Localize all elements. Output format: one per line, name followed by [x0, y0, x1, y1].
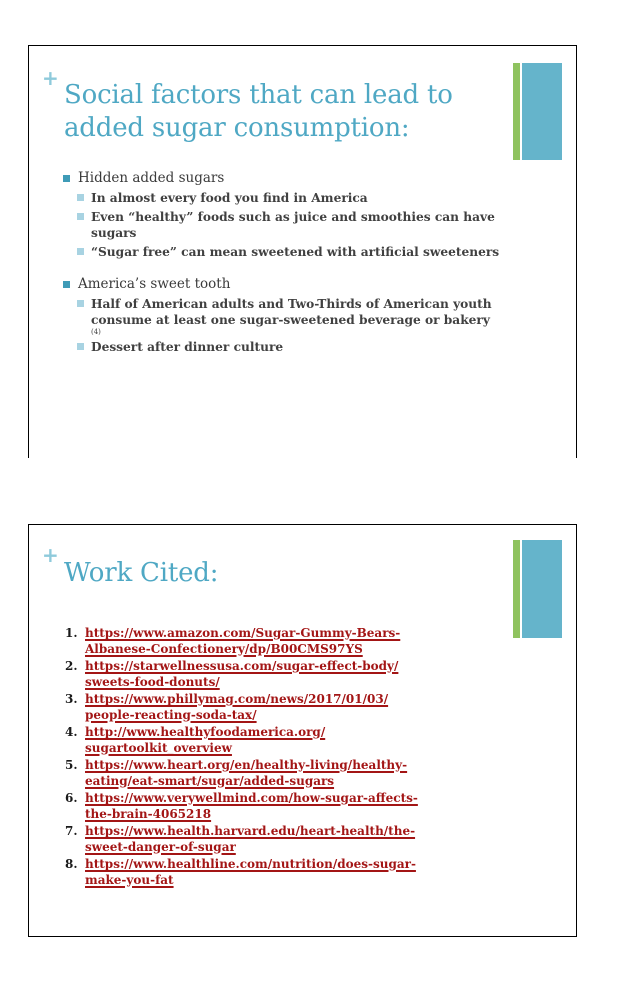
- bullet-group-hidden-sugars: [63, 170, 516, 260]
- sub-bullet: In almost every food you find in America: [63, 190, 516, 206]
- accent-bar-blue: [522, 540, 562, 638]
- title-line-1: Social factors that can lead to: [64, 80, 453, 110]
- accent-bar-green: [513, 63, 520, 160]
- reference-item: 5. https://www.heart.org/en/healthy-living/healthy- eating/eat-smart/sugar/added-sugars: [65, 758, 418, 789]
- reference-link[interactable]: https://www.healthline.com/nutrition/does-sugar- make-you-fat: [85, 857, 416, 887]
- plus-icon: +: [42, 66, 59, 90]
- reference-link[interactable]: https://www.verywellmind.com/how-sugar-affects- the-brain-4065218: [85, 791, 418, 821]
- square-bullet-icon: [77, 213, 84, 220]
- bullet-heading: Hidden added sugars: [63, 170, 516, 187]
- square-bullet-icon: [77, 300, 84, 307]
- slide-work-cited: [28, 524, 577, 937]
- title-line-2: added sugar consumption:: [64, 113, 410, 143]
- accent-bar-blue: [522, 63, 562, 160]
- square-bullet-icon: [77, 194, 84, 201]
- citation-marker: (4): [91, 328, 101, 336]
- reference-item: 2. https://starwellnessusa.com/sugar-effect-body/ sweets-food-donuts/: [65, 659, 418, 690]
- reference-item: 3. https://www.phillymag.com/news/2017/01/03/ people-reacting-soda-tax/: [65, 692, 418, 723]
- square-bullet-icon: [77, 343, 84, 350]
- reference-link[interactable]: https://www.health.harvard.edu/heart-health/the- sweet-danger-of-sugar: [85, 824, 416, 854]
- sub-bullet: “Sugar free” can mean sweetened with artificial sweeteners: [63, 244, 516, 260]
- reference-link[interactable]: https://www.phillymag.com/news/2017/01/03/ people-reacting-soda-tax/: [85, 692, 389, 722]
- square-bullet-icon: [77, 248, 84, 255]
- slide-social-factors: [28, 45, 577, 458]
- reference-item: 8. https://www.healthline.com/nutrition/does-sugar- make-you-fat: [65, 857, 416, 887]
- plus-icon: +: [42, 543, 59, 567]
- reference-link[interactable]: https://starwellnessusa.com/sugar-effect-body/ sweets-food-donuts/: [85, 659, 399, 689]
- reference-link[interactable]: https://www.amazon.com/Sugar-Gummy-Bears- Albanese-Confectionery/dp/B00CMS97YS: [85, 626, 401, 656]
- reference-item: 7. https://www.health.harvard.edu/heart-health/the- sweet-danger-of-sugar: [65, 824, 418, 855]
- square-bullet-icon: [63, 175, 70, 182]
- reference-item: 4. http://www.healthyfoodamerica.org/ sugartoolkit_overview: [65, 725, 418, 756]
- bullet-list: [63, 170, 516, 371]
- bullet-heading: America’s sweet tooth: [63, 276, 516, 293]
- reference-item: 1. https://www.amazon.com/Sugar-Gummy-Bears- Albanese-Confectionery/dp/B00CMS97YS: [65, 626, 418, 657]
- bullet-group-sweet-tooth: [63, 276, 516, 355]
- reference-item: 6. https://www.verywellmind.com/how-sugar-affects- the-brain-4065218: [65, 791, 418, 821]
- slide-title: [64, 79, 453, 145]
- reference-link[interactable]: https://www.heart.org/en/healthy-living/healthy- eating/eat-smart/sugar/added-sugars: [85, 758, 408, 788]
- sub-bullet: Dessert after dinner culture: [63, 339, 516, 355]
- accent-bar-green: [513, 540, 520, 638]
- square-bullet-icon: [63, 281, 70, 288]
- sub-bullet: Half of American adults and Two-Thirds of American youth consume at least one sugar-sweetened beverage or bakery (4): [63, 296, 516, 336]
- slide-title: Work Cited:: [64, 558, 219, 588]
- reference-list: [65, 626, 418, 890]
- sub-bullet: Even “healthy” foods such as juice and smoothies can have sugars: [63, 209, 516, 241]
- reference-link[interactable]: http://www.healthyfoodamerica.org/ sugartoolkit_overview: [85, 725, 326, 755]
